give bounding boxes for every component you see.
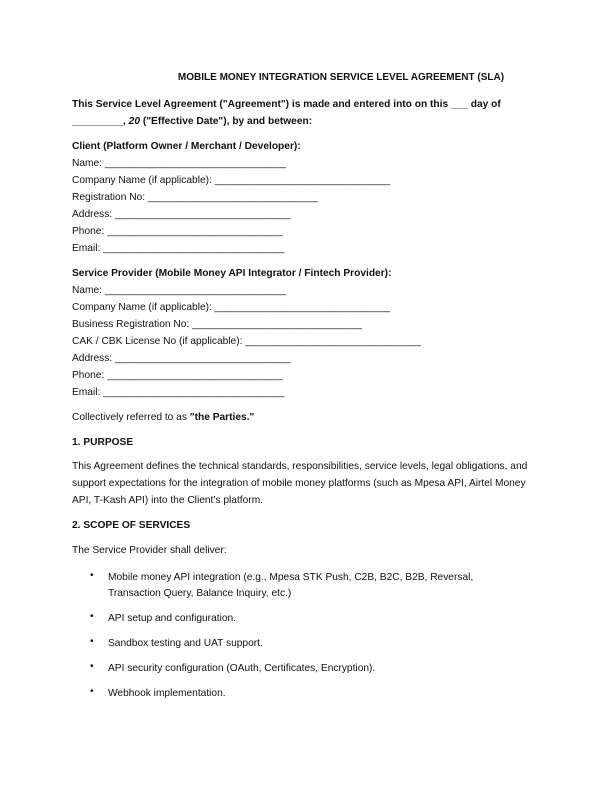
- client-name-field: Name: ________________________________: [72, 158, 287, 169]
- bullet-icon: •: [90, 636, 94, 647]
- bullet-icon: •: [90, 661, 94, 672]
- list-item-text: API setup and configuration.: [108, 613, 236, 624]
- section-2-heading: 2. SCOPE OF SERVICES: [72, 520, 191, 531]
- provider-address-field: Address: _______________________________: [72, 353, 291, 364]
- client-company-field: Company Name (if applicable): _______________________________: [72, 175, 391, 186]
- bullet-icon: •: [90, 611, 94, 622]
- provider-company-field: Company Name (if applicable): _______________________________: [72, 302, 391, 313]
- date-blank: _________,: [72, 116, 126, 127]
- bullet-icon: •: [90, 570, 94, 581]
- provider-registration-field: Business Registration No: ______________________________: [72, 319, 363, 330]
- list-item-text: API security configuration (OAuth, Certificates, Encryption).: [108, 663, 376, 674]
- parties-prefix: Collectively referred to as: [72, 412, 190, 423]
- document-title: MOBILE MONEY INTEGRATION SERVICE LEVEL AGREEMENT (SLA): [177, 72, 505, 83]
- effective-date-text: ("Effective Date"), by and between:: [140, 116, 313, 127]
- client-address-field: Address: _______________________________: [72, 209, 291, 220]
- client-email-field: Email: ________________________________: [72, 243, 285, 254]
- provider-email-field: Email: ________________________________: [72, 387, 285, 398]
- section-1-heading: 1. PURPOSE: [72, 437, 134, 448]
- client-heading: Client (Platform Owner / Merchant / Developer):: [72, 141, 301, 152]
- section-2-lead: The Service Provider shall deliver:: [72, 545, 227, 556]
- parties-bold: "the Parties.": [189, 412, 255, 423]
- list-item-text: Mobile money API integration (e.g., Mpesa STK Push, C2B, B2C, B2B, Reversal, Transaction Query, Balance Inquiry, etc.): [108, 572, 474, 599]
- provider-license-field: CAK / CBK License No (if applicable): _______________________________: [72, 336, 421, 347]
- section-1-body: This Agreement defines the technical standards, responsibilities, service levels, legal obligations, and support expectations for the integration of mobile money platforms (such as Mpesa API, Airtel Money API, T-Kash API) into the Client’s platform.: [72, 461, 528, 506]
- bullet-icon: •: [90, 686, 94, 697]
- list-item-text: Webhook implementation.: [108, 688, 226, 699]
- parties-line: [72, 411, 254, 424]
- intro-line-1: This Service Level Agreement ("Agreement") is made and entered into on this ___ day of: [72, 99, 501, 110]
- provider-name-field: Name: ________________________________: [72, 285, 287, 296]
- list-item-text: Sandbox testing and UAT support.: [108, 638, 263, 649]
- client-phone-field: Phone: _______________________________: [72, 226, 283, 237]
- provider-phone-field: Phone: _______________________________: [72, 370, 283, 381]
- provider-heading: Service Provider (Mobile Money API Integrator / Fintech Provider):: [72, 268, 392, 279]
- date-year: 20: [125, 116, 140, 127]
- intro-line-2: [72, 115, 312, 128]
- client-registration-field: Registration No: ______________________________: [72, 192, 318, 203]
